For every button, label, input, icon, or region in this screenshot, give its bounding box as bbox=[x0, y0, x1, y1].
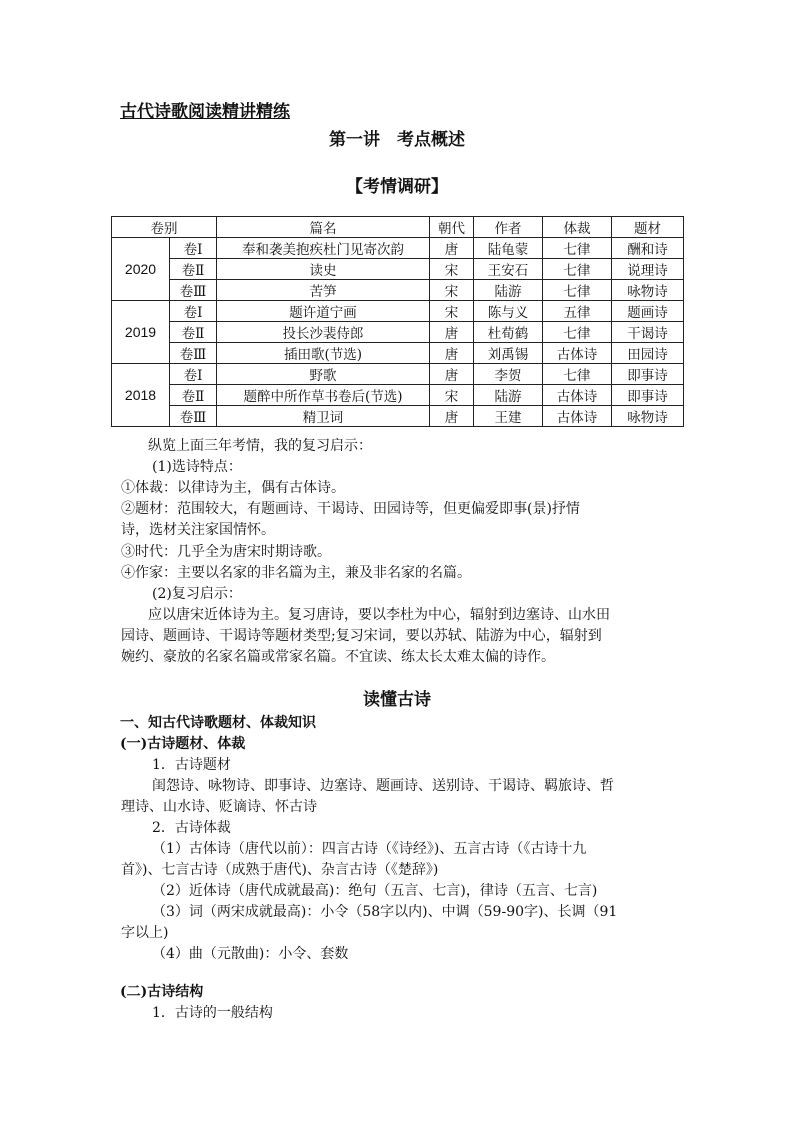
table-cell: 奉和袭美抱疾杜门见寄次韵 bbox=[217, 238, 430, 259]
table-cell: 宋 bbox=[430, 385, 474, 406]
table-cell: 苦笋 bbox=[217, 280, 430, 301]
heading-theme-genre: (一)古诗题材、体裁 bbox=[120, 736, 246, 752]
table-cell: 卷Ⅰ bbox=[170, 301, 217, 322]
table-cell: 唐 bbox=[430, 406, 474, 427]
table-cell: 陆游 bbox=[474, 280, 543, 301]
table-cell: 七律 bbox=[543, 280, 612, 301]
table-cell: 题醉中所作草书卷后(节选) bbox=[217, 385, 430, 406]
table-row bbox=[112, 343, 684, 364]
table-cell: 投长沙裴侍郎 bbox=[217, 322, 430, 343]
analysis-era: ③时代：几乎全为唐宋时期诗歌。 bbox=[121, 544, 331, 560]
year-cell: 2018 bbox=[112, 364, 170, 427]
table-cell: 陆龟蒙 bbox=[474, 238, 543, 259]
analysis-genre: ①体裁：以律诗为主，偶有古体诗。 bbox=[121, 480, 345, 496]
table-cell: 题许道宁画 bbox=[217, 301, 430, 322]
table-cell: 唐 bbox=[430, 343, 474, 364]
table-cell: 五律 bbox=[543, 301, 612, 322]
header-cell: 题材 bbox=[612, 217, 684, 238]
genre-ancient-line1: （1）古体诗（唐代以前）：四言古诗（《诗经》)、五言古诗（《古诗十九 bbox=[152, 841, 587, 857]
year-cell: 2019 bbox=[112, 301, 170, 364]
table-cell: 题画诗 bbox=[612, 301, 684, 322]
heading-knowledge: 一、知古代诗歌题材、体裁知识 bbox=[120, 715, 316, 731]
table-row bbox=[112, 280, 684, 301]
table-cell: 咏物诗 bbox=[612, 406, 684, 427]
table-cell: 王建 bbox=[474, 406, 543, 427]
table-cell: 古体诗 bbox=[543, 385, 612, 406]
table-cell: 说理诗 bbox=[612, 259, 684, 280]
table-cell: 即事诗 bbox=[612, 385, 684, 406]
analysis-review-line2: 园诗、题画诗、干谒诗等题材类型;复习宋词，要以苏轼、陆游为中心，辐射到 bbox=[121, 628, 602, 644]
table-cell: 李贺 bbox=[474, 364, 543, 385]
section-title-read: 读懂古诗 bbox=[363, 690, 431, 710]
table-row bbox=[112, 238, 684, 259]
analysis-intro: 纵览上面三年考情，我的复习启示： bbox=[148, 438, 372, 454]
table-cell: 田园诗 bbox=[612, 343, 684, 364]
year-cell: 2020 bbox=[112, 238, 170, 301]
table-cell: 卷Ⅲ bbox=[170, 343, 217, 364]
table-cell: 野歌 bbox=[217, 364, 430, 385]
table-cell: 酬和诗 bbox=[612, 238, 684, 259]
table-cell: 卷Ⅱ bbox=[170, 385, 217, 406]
genre-ancient-line2: 首》)、七言古诗（成熟于唐代)、杂言古诗（《楚辞》) bbox=[121, 862, 439, 878]
table-cell: 宋 bbox=[430, 301, 474, 322]
analysis-review-line1: 应以唐宋近体诗为主。复习唐诗，要以李杜为中心，辐射到边塞诗、山水田 bbox=[148, 607, 610, 623]
table-row bbox=[112, 322, 684, 343]
table-cell: 卷Ⅲ bbox=[170, 406, 217, 427]
table-cell: 陆游 bbox=[474, 385, 543, 406]
table-cell: 杜荀鹤 bbox=[474, 322, 543, 343]
analysis-theme-line2: 诗，选材关注家国情怀。 bbox=[121, 522, 275, 538]
analysis-authors: ④作家：主要以名家的非名篇为主，兼及非名家的名篇。 bbox=[121, 565, 471, 581]
table-row bbox=[112, 406, 684, 427]
table-cell: 古体诗 bbox=[543, 406, 612, 427]
genre-modern: （2）近体诗（唐代成就最高)：绝句（五言、七言)，律诗（五言、七言) bbox=[152, 883, 598, 899]
table-cell: 卷Ⅰ bbox=[170, 238, 217, 259]
header-cell: 作者 bbox=[474, 217, 543, 238]
table-row bbox=[112, 385, 684, 406]
table-row bbox=[112, 301, 684, 322]
table-cell: 精卫词 bbox=[217, 406, 430, 427]
header-cell: 卷别 bbox=[112, 217, 217, 238]
heading-structure: (二)古诗结构 bbox=[120, 984, 204, 1000]
genre-ci-line1: （3）词（两宋成就最高)：小令（58字以内)、中调（59-90字)、长调（91 bbox=[152, 904, 618, 920]
table-cell: 宋 bbox=[430, 259, 474, 280]
table-cell: 七律 bbox=[543, 238, 612, 259]
analysis-theme-line1: ②题材：范围较大，有题画诗、干谒诗、田园诗等，但更偏爱即事(景)抒情 bbox=[121, 501, 580, 517]
table-cell: 宋 bbox=[430, 280, 474, 301]
document-title: 古代诗歌阅读精讲精练 bbox=[120, 102, 290, 122]
exam-table bbox=[111, 216, 684, 427]
analysis-point-1-title: (1)选诗特点： bbox=[152, 459, 242, 475]
genre-qu: （4）曲（元散曲)：小令、套数 bbox=[152, 946, 349, 962]
table-cell: 陈与义 bbox=[474, 301, 543, 322]
table-cell: 唐 bbox=[430, 238, 474, 259]
table-cell: 七律 bbox=[543, 259, 612, 280]
table-row bbox=[112, 364, 684, 385]
table-cell: 唐 bbox=[430, 322, 474, 343]
table-cell: 七律 bbox=[543, 322, 612, 343]
themes-list-line2: 理诗、山水诗、贬谪诗、怀古诗 bbox=[121, 799, 317, 815]
header-cell: 朝代 bbox=[430, 217, 474, 238]
table-cell: 咏物诗 bbox=[612, 280, 684, 301]
genre-ci-line2: 字以上) bbox=[121, 925, 169, 941]
lecture-title: 第一讲 考点概述 bbox=[329, 130, 465, 150]
analysis-review-line3: 婉约、豪放的名家名篇或常家名篇。不宜读、练太长太难太偏的诗作。 bbox=[121, 649, 555, 665]
table-cell: 插田歌(节选) bbox=[217, 343, 430, 364]
table-cell: 刘禹锡 bbox=[474, 343, 543, 364]
table-cell: 干谒诗 bbox=[612, 322, 684, 343]
table-cell: 古体诗 bbox=[543, 343, 612, 364]
themes-list-line1: 闺怨诗、咏物诗、即事诗、边塞诗、题画诗、送别诗、干谒诗、羁旅诗、哲 bbox=[152, 778, 614, 794]
header-cell: 体裁 bbox=[543, 217, 612, 238]
table-cell: 即事诗 bbox=[612, 364, 684, 385]
table-cell: 卷Ⅱ bbox=[170, 322, 217, 343]
analysis-point-2-title: (2)复习启示： bbox=[152, 586, 242, 602]
table-cell: 卷Ⅱ bbox=[170, 259, 217, 280]
item-structure: 1．古诗的一般结构 bbox=[152, 1005, 273, 1021]
item-genres: 2．古诗体裁 bbox=[152, 820, 231, 836]
header-cell: 篇名 bbox=[217, 217, 430, 238]
table-cell: 读史 bbox=[217, 259, 430, 280]
table-cell: 卷Ⅲ bbox=[170, 280, 217, 301]
table-header-row bbox=[112, 217, 684, 238]
exam-survey-heading: 【考情调研】 bbox=[346, 177, 448, 197]
table-cell: 王安石 bbox=[474, 259, 543, 280]
item-themes: 1．古诗题材 bbox=[152, 757, 231, 773]
table-cell: 唐 bbox=[430, 364, 474, 385]
table-cell: 卷Ⅰ bbox=[170, 364, 217, 385]
table-cell: 七律 bbox=[543, 364, 612, 385]
table-row bbox=[112, 259, 684, 280]
